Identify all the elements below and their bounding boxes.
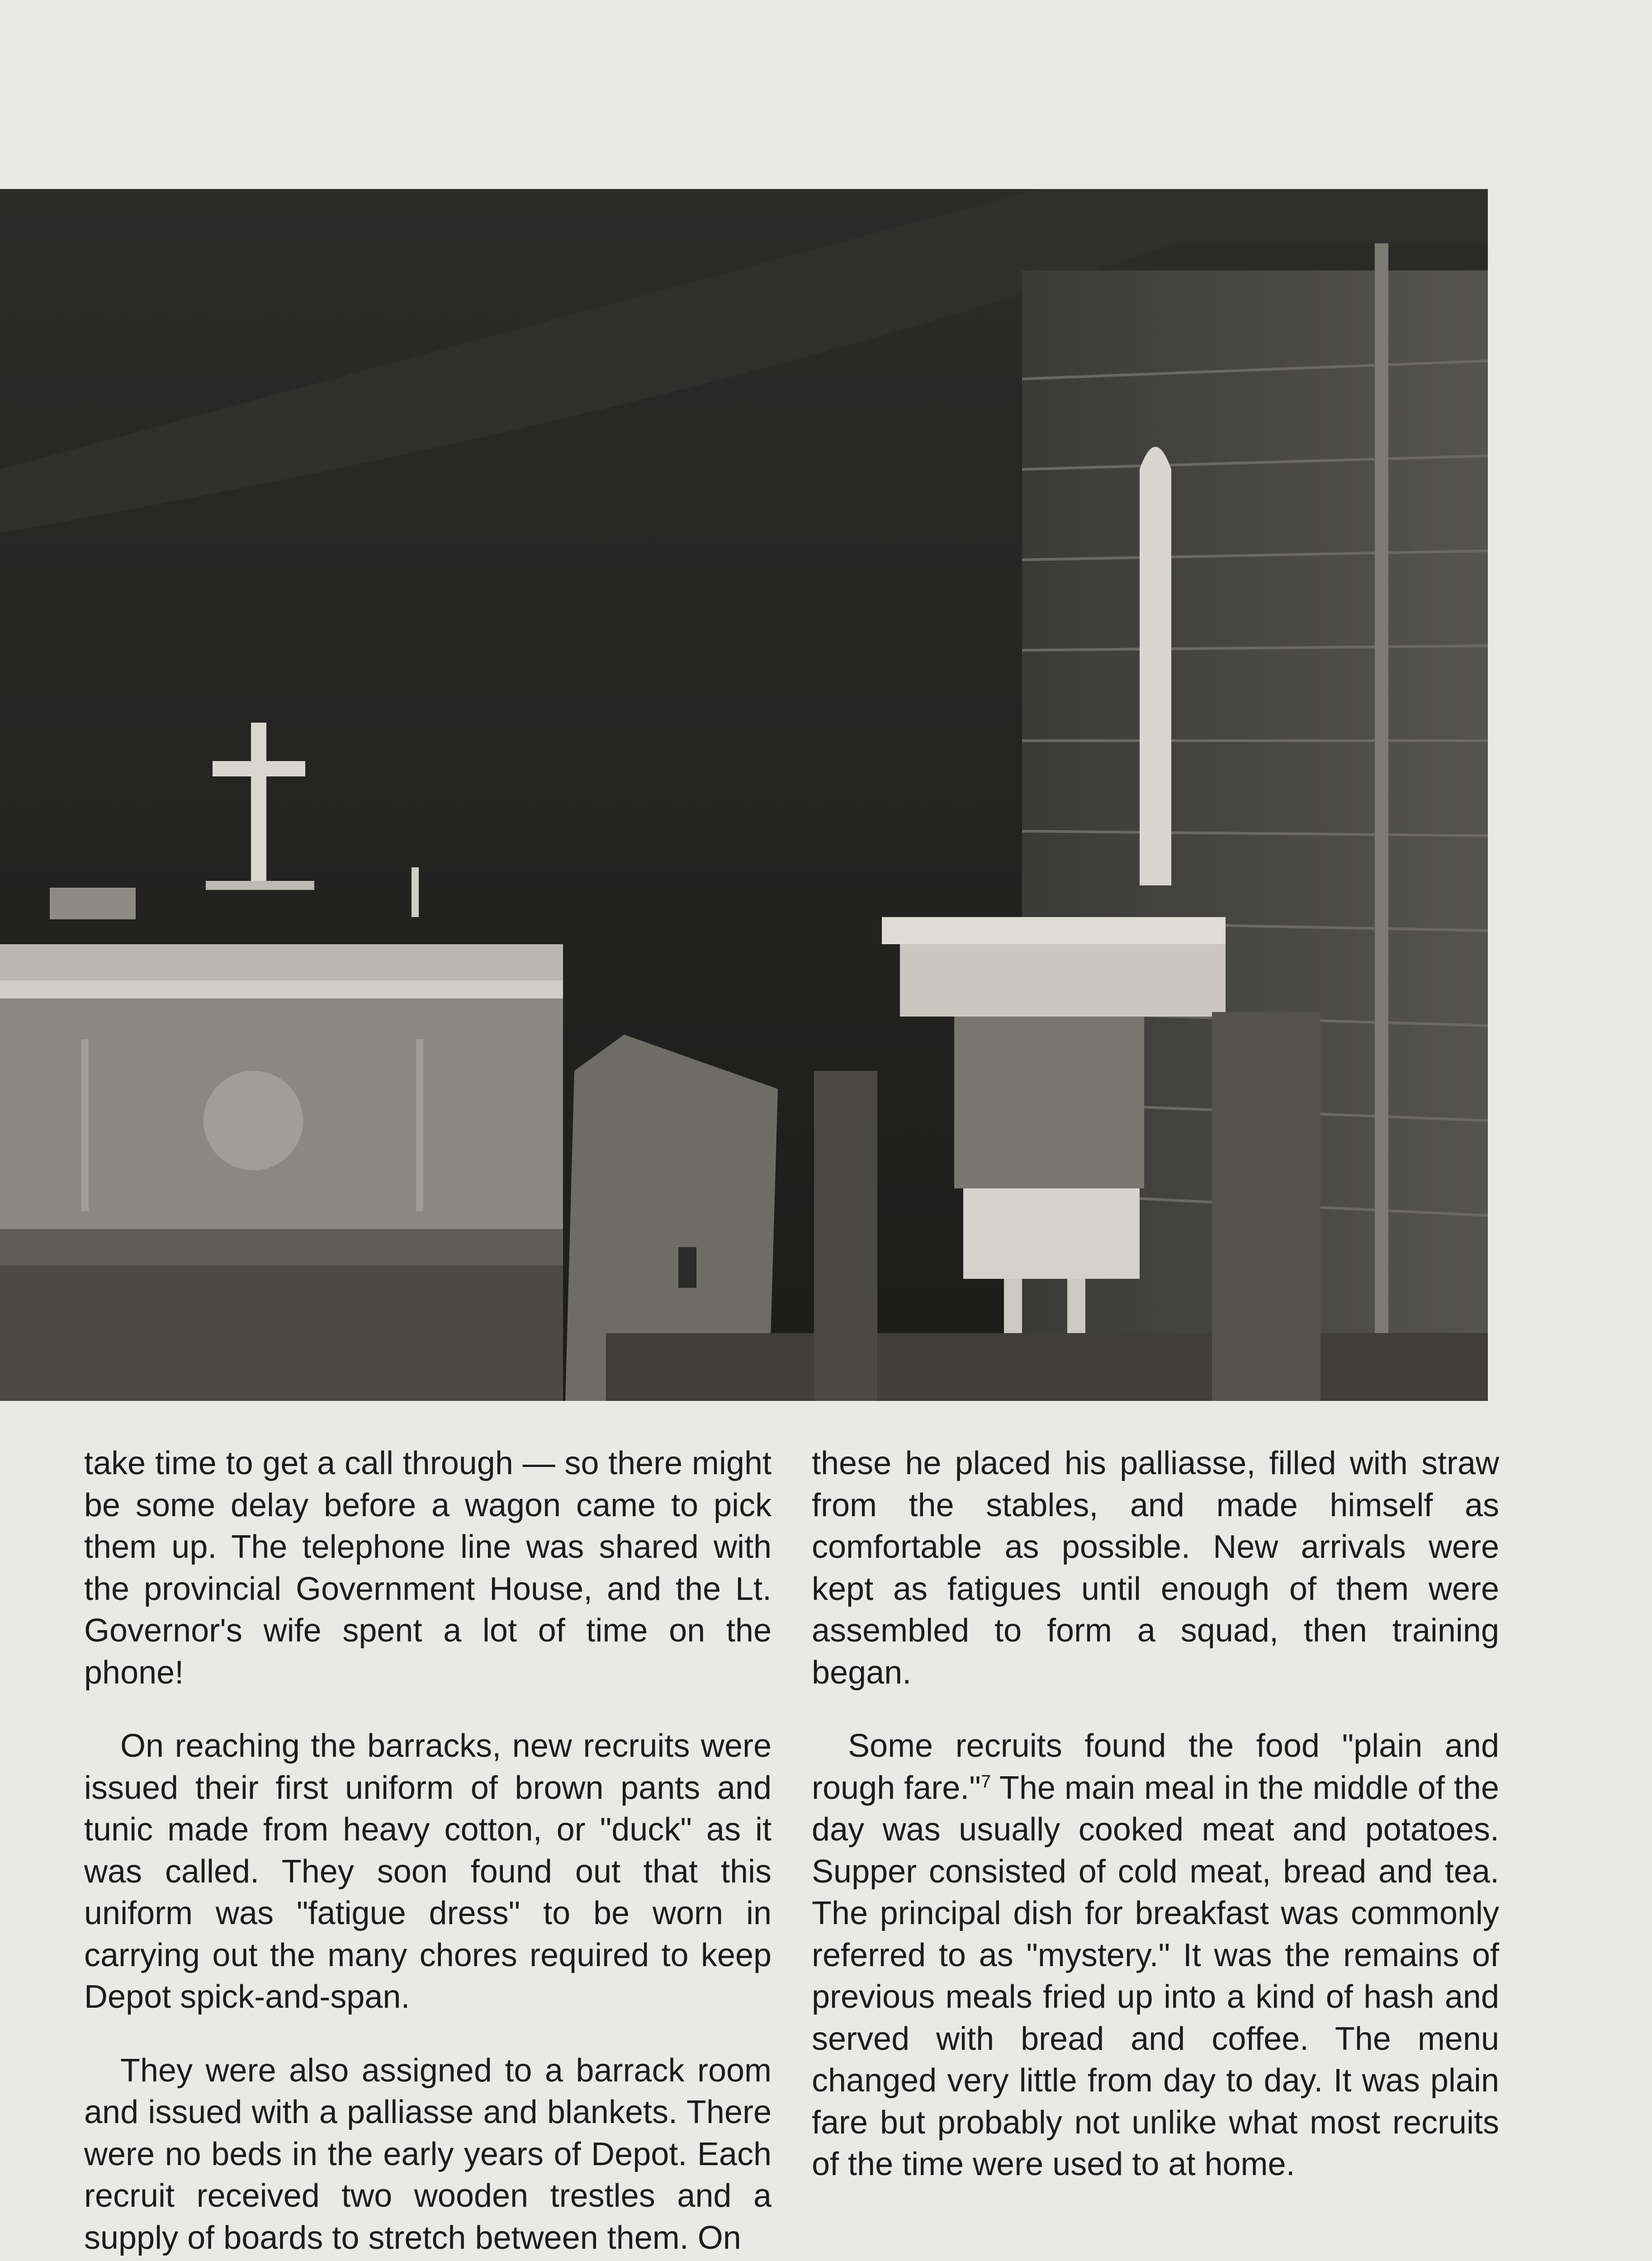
chapel-photo-illustration [0,189,1488,1401]
chapel-interior-photo [0,189,1488,1401]
article-paragraph: these he placed his palliasse, filled with straw from the stables, and made himself as comfortable as possible. New arrivals were kept as fatigues until enough of them were assembled to form a squad, then training began. [812,1445,1499,1691]
article-paragraph-with-footnote [812,1725,1499,2185]
article-paragraph: take time to get a call through — so there might be some delay before a wagon came to pick them up. The telephone line was shared with the provincial Government House, and the Lt. Governor's wife spent a lot of time on the phone! [84,1445,772,1691]
paragraph-text-end: The main meal in the middle of the day was usually cooked meat and potatoes. Supper consisted of cold meat, bread and tea. The principal dish for breakfast was commonly referred to as "mystery." It was the remains of previous meals fried up into a kind of hash and served with bread and coffee. The menu changed very little from day to day. It was plain fare but probably not unlike what most recruits of the time were used to at home. [812,1769,1499,2182]
footnote-reference: 7 [980,1771,991,1792]
article-column-left [84,1443,772,2259]
article-column-right [812,1443,1499,2185]
article-paragraph: On reaching the barracks, new recruits were issued their first uniform of brown pants and tunic made from heavy cotton, or "duck" as it was called. They soon found out that this uniform was "fatigue dress" to be worn in carrying out the many chores required to keep Depot spick-and-span. [84,1728,772,2015]
paragraph-text-start: Some recruits found the food "plain and rough fare." [812,1728,1499,1806]
article-paragraph: They were also assigned to a barrack room and issued with a palliasse and blankets. There were no beds in the early years of Depot. Each recruit received two wooden trestles and a supply of boards to stretch between them. On [84,2052,772,2256]
